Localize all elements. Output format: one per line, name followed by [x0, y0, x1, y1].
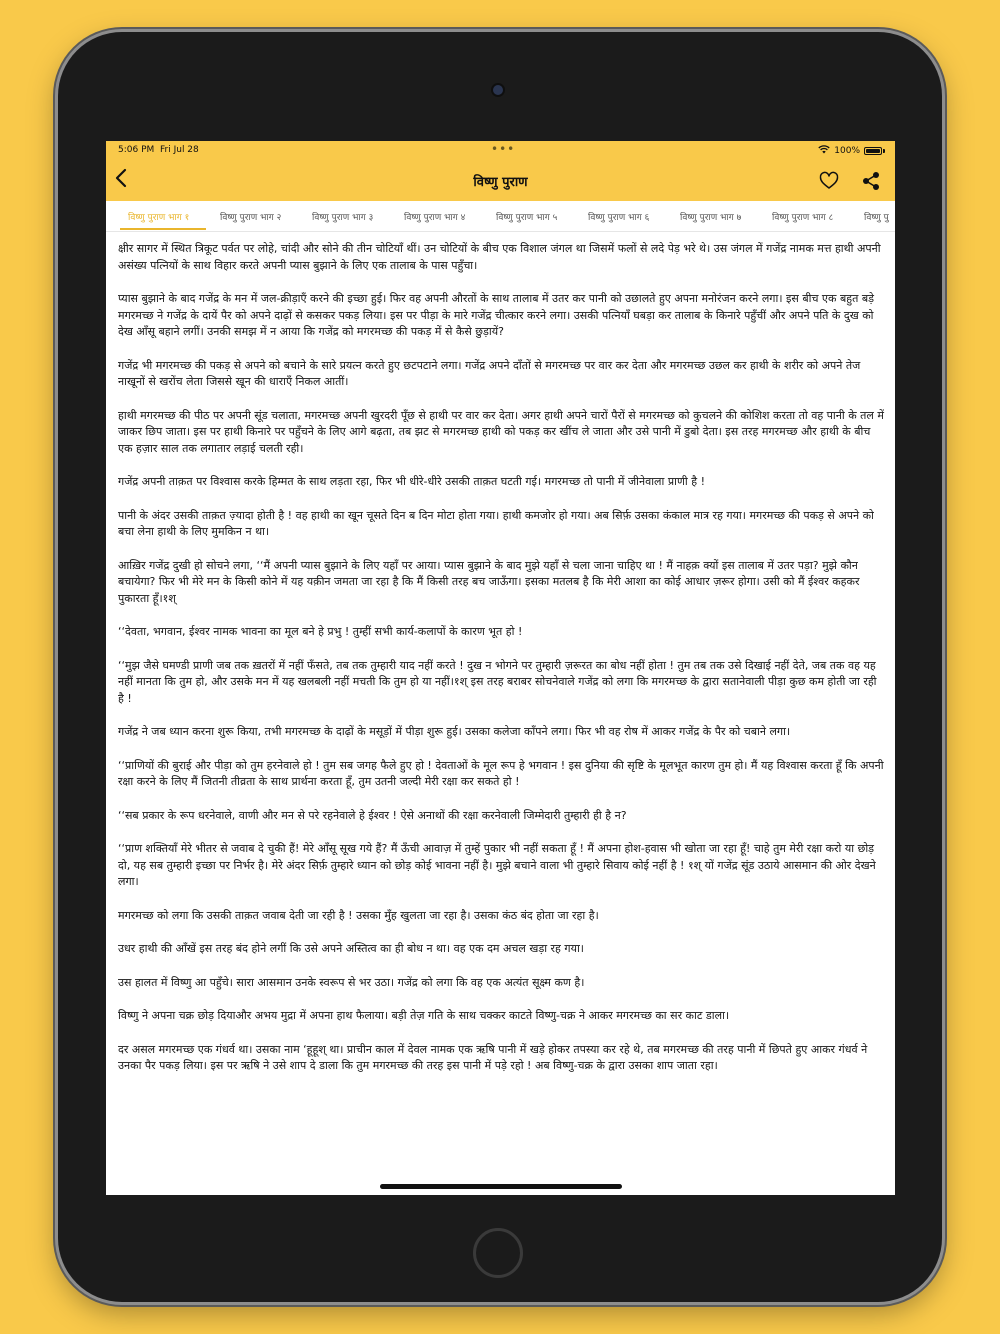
home-indicator[interactable] [380, 1184, 622, 1189]
navigation-bar [106, 161, 895, 201]
tab-part-5[interactable]: विष्णु पुराण भाग ५ [496, 213, 558, 223]
status-time: 5:06 PM Fri Jul 28 [118, 145, 199, 155]
tab-part-7[interactable]: विष्णु पुराण भाग ७ [680, 213, 742, 223]
article-body [118, 241, 884, 1195]
tab-part-9[interactable]: विष्णु पु [864, 213, 889, 223]
paragraph: ‘‘प्राणियों की बुराई और पीड़ा को तुम हरनेवाले हो ! तुम सब जगह फैले हुए हो ! देवताओं के मूल रूप हे भगवान ! इस दुनिया की सृष्टि के मूलभूत कारण तुम हो। मैं यह विश्वास करता हूँ कि अपनी रक्षा करने के लिए मैं जितनी तीव्रता के साथ प्रार्थना करता हूँ, तुम उतनी जल्दी मेरी रक्षा कर सकते हो ! [118, 758, 884, 788]
paragraph: उस हालत में विष्णु आ पहुँचे। सारा आसमान उनके स्वरूप से भर उठा। गजेंद्र को लगा कि वह एक अत्यंत सूक्ष्म कण है। [118, 975, 585, 989]
paragraph: गजेंद्र अपनी ताक़त पर विश्वास करके हिम्मत के साथ लड़ता रहा, फिर भी धीरे-धीरे उसकी ताक़त घटती गई। मगरमच्छ तो पानी में जीनेवाला प्राणी है ! [118, 475, 706, 488]
active-tab-indicator [120, 228, 206, 230]
paragraph: गजेंद्र भी मगरमच्छ की पकड़ से अपने को बचाने के सारे प्रयत्न करते हुए छटपटाने लगा। गजेंद्र अपने दाँतों से मगरमच्छ पर वार कर देता और मगरमच्छ उछल कर हाथी के शरीर को अपने तेज नाखूनों से खरोंच लेता जिससे खून की धाराएँ निकल आतीं। [118, 358, 861, 388]
battery-tip [883, 149, 885, 153]
tab-part-6[interactable]: विष्णु पुराण भाग ६ [588, 213, 650, 223]
paragraph: मगरमच्छ को लगा कि उसकी ताक़त जवाब देती जा रही है ! उसका मुँह खुलता जा रहा है। उसका कंठ बंद होता जा रहा है। [118, 908, 599, 922]
paragraph: हाथी मगरमच्छ की पीठ पर अपनी सूंड चलाता, मगरमच्छ अपनी खुरदरी पूँछ से हाथी पर वार कर देता। अगर हाथी अपने चारों पैरों से मगरमच्छ को कुचलने की कोशिश करता तो वह पानी के तल में जाकर छिप जाता। इस पर हाथी किनारे पर पहुँचने के लिए आगे बढ़ता, तब झट से मगरमच्छ हाथी को पकड़ कर खींच ले जाता और उसे पानी में डुबो देता। इस तरह मगरमच्छ और हाथी के बीच एक हज़ार साल तक लगातार लड़ाई चलती रही। [118, 408, 884, 455]
battery-icon [864, 147, 882, 155]
share-icon[interactable] [861, 171, 881, 191]
multitasking-dots-icon[interactable]: ••• [491, 142, 516, 156]
tab-part-1[interactable]: विष्णु पुराण भाग १ [128, 213, 190, 223]
tab-part-4[interactable]: विष्णु पुराण भाग ४ [404, 213, 466, 223]
paragraph: उधर हाथी की आँखें इस तरह बंद होने लगीं कि उसे अपने अस्तित्व का ही बोध न था। वह एक दम अचल खड़ा रह गया। [118, 942, 584, 955]
page-title: विष्णु पुराण [473, 175, 528, 190]
paragraph: क्षीर सागर में स्थित त्रिकूट पर्वत पर लोहे, चांदी और सोने की तीन चोटियाँ थीं। उन चोटियों के बीच एक विशाल जंगल था जिसमें फलों से लदे पेड़ भरे थे। उस जंगल में गजेंद्र नामक मत्त हाथी अपनी असंख्य पत्नियों के साथ विहार करते अपनी प्यास बुझाने के लिए एक तालाब के पास पहुँचा। [118, 242, 881, 272]
paragraph: ‘‘मुझ जैसे घमण्डी प्राणी जब तक ख़तरों में नहीं फँसते, तब तक तुम्हारी याद नहीं करते ! दुख न भोगने पर तुम्हारी ज़रूरत का बोध नहीं होता ! तुम तब तक उसे दिखाई नहीं देते, जब तक वह यह नहीं मानता कि तुम हो, और उसके मन में यह खलबली नहीं मचती कि तुम हो या नहीं।१श् इस तरह बराबर सोचनेवाले गजेंद्र को लगा कि मगरमच्छ के द्वारा सतानेवाली पीड़ा कुछ कम होती जा रही है ! [118, 658, 877, 705]
paragraph: पानी के अंदर उसकी ताक़त ज़्यादा होती है ! वह हाथी का खून चूसते दिन ब दिन मोटा होता गया। हाथी कमजोर हो गया। अब सिर्फ़ उसका कंकाल मात्र रह गया। मगरमच्छ की पकड़ से अपने को बचा लेना हाथी के लिए मुमकिन न था। [118, 508, 874, 538]
home-button[interactable] [473, 1228, 523, 1278]
favorite-heart-icon[interactable] [819, 171, 839, 191]
app-screen [106, 141, 895, 1195]
paragraph: गजेंद्र ने जब ध्यान करना शुरू किया, तभी मगरमच्छ के दाढ़ों के मसूड़ों में पीड़ा शुरू हुई। उसका कलेजा काँपने लगा। फिर भी वह रोष में आकर गजेंद्र के पैर को चबाने लगा। [118, 725, 791, 738]
paragraph: ‘‘प्राण शक्तियाँ मेरे भीतर से जवाब दे चुकी हैं! मेरे आँसू सूख गये हैं? मैं ऊँची आवाज़ में तुम्हें पुकार भी नहीं सकता हूँ ! मैं अपना होश-हवास भी खोता जा रहा हूँ! चाहे तुम मेरी रक्षा करो या छोड़ दो, यह सब तुम्हारी इच्छा पर निर्भर है। मेरे अंदर सिर्फ़ तुम्हारे ध्यान को छोड़ कोई भावना नहीं है। मुझे बचाने वाला भी तुम्हारे सिवाय कोई नहीं है ! १श् यों गजेंद्र सूंड उठाये आसमान की ओर देखने लगा। [118, 842, 876, 888]
status-right [818, 145, 885, 157]
status-bar [106, 141, 895, 161]
front-camera [491, 83, 505, 97]
tab-part-3[interactable]: विष्णु पुराण भाग ३ [312, 213, 374, 223]
paragraph: ‘‘देवता, भगवान, ईश्वर नामक भावना का मूल बने हे प्रभु ! तुम्हीं सभी कार्य-कलापों के कारण भूत हो ! [118, 625, 523, 638]
tab-part-8[interactable]: विष्णु पुराण भाग ८ [772, 213, 834, 223]
paragraph: विष्णु ने अपना चक्र छोड़ दियाऔर अभय मुद्रा में अपना हाथ फैलाया। बड़ी तेज़ गति के साथ चक्कर काटते विष्णु-चक्र ने आकर मगरमच्छ का सर काट डाला। [118, 1009, 730, 1022]
paragraph: आख़िर गजेंद्र दुखी हो सोचने लगा, ‘‘मैं अपनी प्यास बुझाने के लिए यहाँ पर आया। प्यास बुझाने के बाद मुझे यहाँ से चला जाना चाहिए था ! मैं नाहक़ क्यों इस तालाब में उतर पड़ा? मुझे कौन बचायेगा? फिर भी मेरे मन के किसी कोने में यह यक़ीन जमता जा रहा है कि मैं किसी तरह बच जाऊँगा। इसका मतलब है कि मेरी आशा का कोई आधार ज़रूर होगा। उसी को मैं ईश्वर कहकर पुकारता हूँ।१श् [118, 558, 860, 605]
paragraph: प्यास बुझाने के बाद गजेंद्र के मन में जल-क्रीड़ाएँ करने की इच्छा हुई। फिर वह अपनी औरतों के साथ तालाब में उतर कर पानी को उछालते हुए अपना मनोरंजन करने लगा। इस बीच एक बहुत बड़े मगरमच्छ ने गजेंद्र के दायें पैर को अपने दाढ़ों से कसकर पकड़ लिया। इस पर पीड़ा के मारे गजेंद्र चीत्कार करने लगा। उसकी पत्नियाँ घबड़ा कर तालाब के किनारे पहुँचीं और अपने पति के दुख को देख आँसू बहाने लगीं। उनकी समझ में न आया कि गजेंद्र को मगरमच्छ की पकड़ में से कैसे छुड़ायें? [118, 292, 875, 338]
battery-percent: 100% [834, 146, 860, 156]
wifi-icon [818, 145, 830, 157]
paragraph: ‘‘सब प्रकार के रूप धरनेवाले, वाणी और मन से परे रहनेवाले हे ईश्वर ! ऐसे अनाथों की रक्षा करनेवाली जिम्मेदारी तुम्हारी ही है न? [118, 808, 627, 822]
tab-part-2[interactable]: विष्णु पुराण भाग २ [220, 213, 282, 223]
paragraph: दर असल मगरमच्छ एक गंधर्व था। उसका नाम ‘हूहूश् था। प्राचीन काल में देवल नामक एक ऋषि पानी में खड़े होकर तपस्या कर रहे थे, तब मगरमच्छ की तरह पानी में छिपते हुए आकर गंधर्व ने उनका पैर पकड़ लिया। इस पर ऋषि ने उसे शाप दे डाला कि तुम मगरमच्छ की तरह इस पानी में पड़े रहो ! अब विष्णु-चक्र के द्वारा उसका शाप जाता रहा। [118, 1042, 868, 1072]
chapter-tabs [106, 201, 895, 232]
